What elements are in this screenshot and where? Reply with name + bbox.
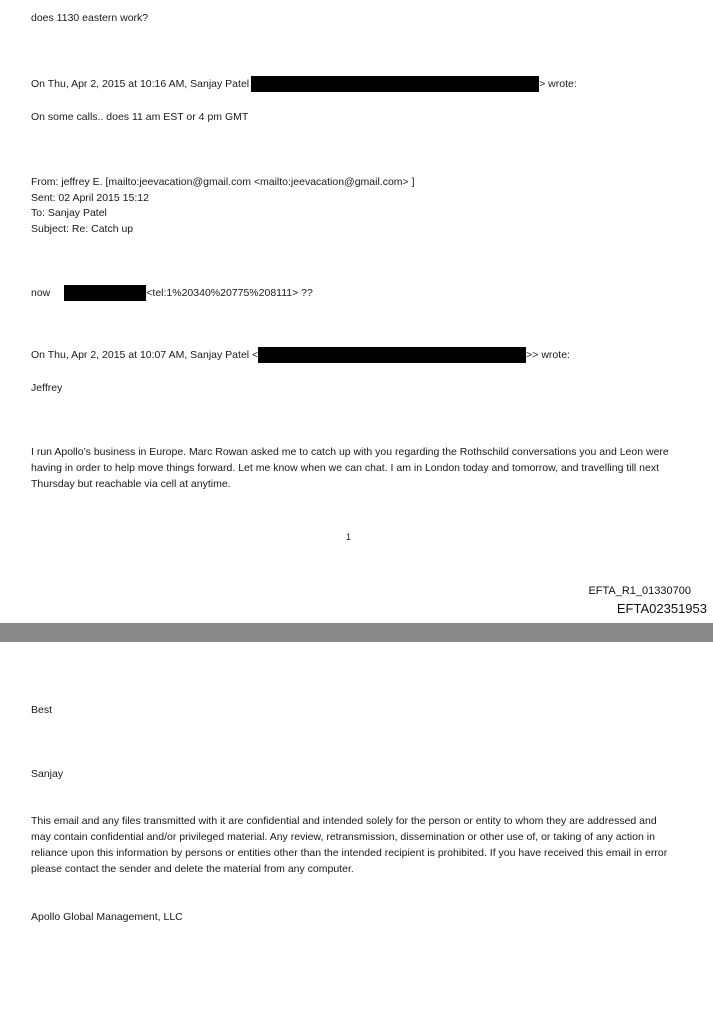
quote-header-1007	[31, 347, 570, 363]
page-number: 1	[346, 532, 352, 542]
page-divider	[0, 623, 713, 642]
quote-header-suffix: > wrote:	[539, 78, 577, 90]
now-prefix: now	[31, 287, 51, 299]
redaction-bar	[251, 76, 539, 92]
quote-header-suffix: >> wrote:	[526, 349, 570, 361]
quote-header-prefix: On Thu, Apr 2, 2015 at 10:07 AM, Sanjay Patel <	[31, 349, 259, 361]
email-from: From: jeffrey E. [mailto:jeevacation@gmail.com <mailto:jeevacation@gmail.com> ]	[31, 176, 415, 188]
redaction-bar	[64, 285, 146, 301]
email-to: To: Sanjay Patel	[31, 207, 107, 219]
quote-header-prefix: On Thu, Apr 2, 2015 at 10:16 AM, Sanjay Patel	[31, 78, 250, 90]
message-line-1130: does 1130 eastern work?	[31, 12, 149, 24]
disclaimer: This email and any files transmitted with it are confidential and intended solely for the person or entity to whom they are addressed and may contain confidential and/or privileged material. Any review, retransmission, dissemination or other use of, or taking of any action in reliance upon this information by persons or entities other than the intended recipient is prohibited. If you have received this email in error please contact the sender and delete the material from any computer.	[31, 815, 668, 875]
quote-header-1016	[31, 76, 577, 92]
message-calls: On some calls.. does 11 am EST or 4 pm GMT	[31, 111, 249, 123]
bates-number-2: EFTA02351953	[616, 601, 707, 616]
now-suffix: <tel:1%20340%20775%208111> ??	[146, 287, 313, 299]
bates-number-1: EFTA_R1_01330700	[588, 585, 691, 597]
message-body: I run Apollo’s business in Europe. Marc Rowan asked me to catch up with you regarding the Rothschild conversations you and Leon were having in order to help move things forward. Let me know when we can chat. I am in London today and tomorrow, and travelling till next Thursday but reachable via cell at anytime.	[31, 446, 669, 490]
email-sent: Sent: 02 April 2015 15:12	[31, 192, 149, 204]
signature-name: Sanjay	[31, 768, 64, 780]
redaction-bar	[258, 347, 526, 363]
company-name: Apollo Global Management, LLC	[31, 911, 183, 923]
message-now	[31, 285, 313, 301]
greeting: Jeffrey	[31, 382, 63, 394]
sign-off: Best	[31, 704, 53, 716]
email-subject: Subject: Re: Catch up	[31, 223, 134, 235]
